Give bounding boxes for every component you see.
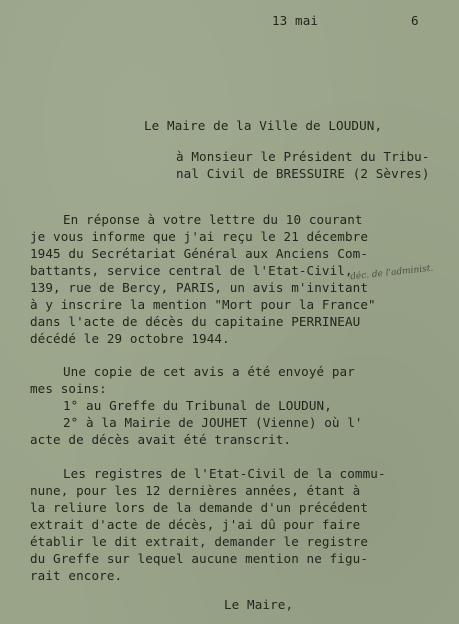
paragraph3-line-5: établir le dit extrait, demander le registre [30,534,369,549]
paragraph1-line-3: 1945 du Secrétariat Général aux Anciens Com- [30,246,369,261]
paragraph2-line-3: 1° au Greffe du Tribunal de LOUDUN, [63,398,332,413]
sender-line: Le Maire de la Ville de LOUDUN, [144,118,383,133]
recipient-line-2: nal Civil de BRESSUIRE (2 Sèvres) [176,166,430,181]
paragraph3-line-2: nune, pour les 12 dernières années, étant à [30,483,361,498]
paragraph3-line-6: du Greffe sur lequel aucune mention ne figu- [30,551,369,566]
date: 13 mai [272,13,319,28]
paragraph2-line-5: acte de décès avait été transcrit. [30,432,292,447]
paragraph1-line-2: je vous informe que j'ai reçu le 21 décembre [30,229,369,244]
page-number: 6 [411,13,419,28]
paragraph2-line-2: mes soins: [30,381,107,396]
signature: Le Maire, [224,597,294,612]
recipient-line-1: à Monsieur le Président du Tribu- [176,149,430,164]
paragraph1-line-1: En réponse à votre lettre du 10 courant [63,212,363,227]
paragraph2-line-4: 2° à la Mairie de JOUHET (Vienne) où l' [63,415,363,430]
paragraph3-line-3: la reliure lors de la demande d'un précédent [30,500,369,515]
paragraph1-line-4: battants, service central de l'Etat-Civil, [30,263,353,278]
paragraph1-line-7: dans l'acte de décès du capitaine PERRINEAU [30,314,361,329]
paragraph1-line-5: 139, rue de Bercy, PARIS, un avis m'invitant [30,280,369,295]
handwritten-annotation: déc. de l'administ. [349,263,434,283]
paragraph2-line-1: Une copie de cet avis a été envoyé par [63,364,355,379]
paragraph3-line-7: rait encore. [30,568,123,583]
paragraph1-line-6: à y inscrire la mention "Mort pour la France" [30,297,376,312]
paragraph1-line-8: décédé le 29 octobre 1944. [30,331,230,346]
paragraph3-line-4: extrait d'acte de décès, j'ai dû pour faire [30,517,361,532]
paragraph3-line-1: Les registres de l'Etat-Civil de la commu- [63,466,386,481]
